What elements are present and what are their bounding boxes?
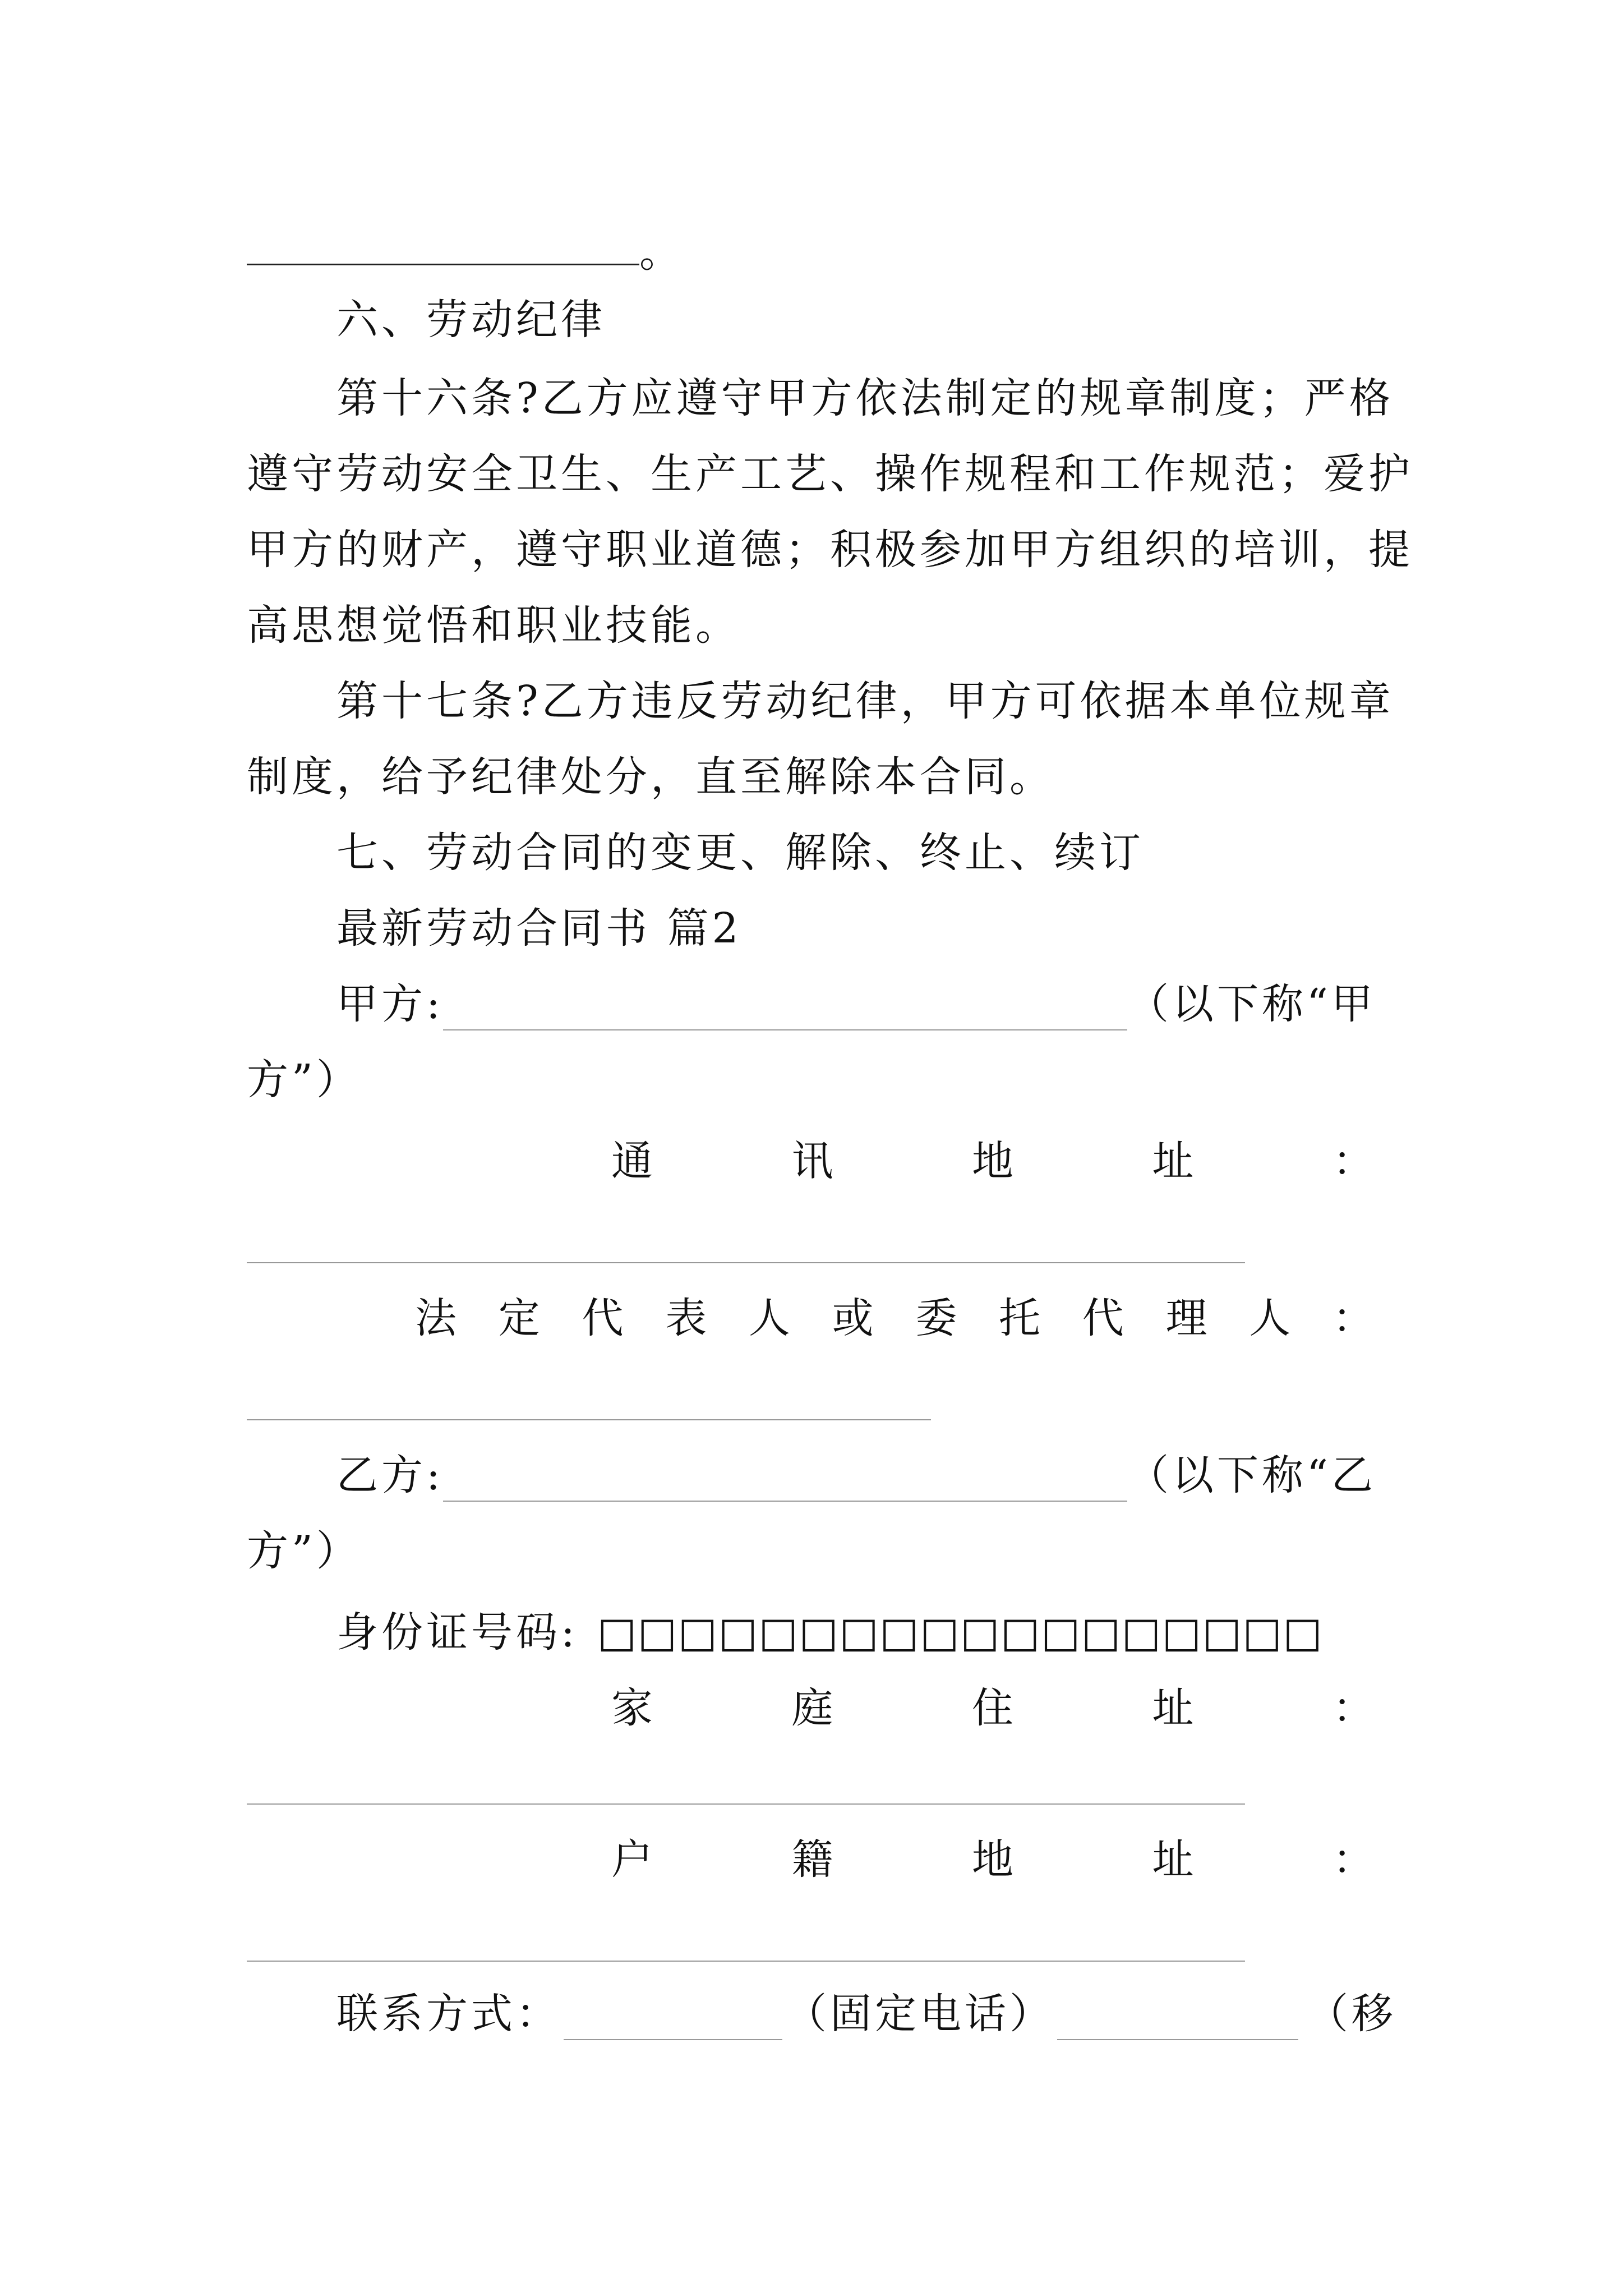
address-char: 通 — [611, 1137, 653, 1185]
home-char: 址 — [1152, 1684, 1194, 1732]
address-char: 讯 — [791, 1137, 833, 1185]
home-char: 住 — [972, 1684, 1013, 1732]
hukou-char: 籍 — [791, 1835, 833, 1884]
legal-representative-blank — [247, 1419, 931, 1420]
hukou-char: 户 — [611, 1835, 653, 1884]
top-fragment-end: 。 — [639, 228, 684, 277]
hukou-char: ： — [1332, 1835, 1374, 1884]
article16-line-1: 第十六条?乙方应遵守甲方依法制定的规章制度；严格 — [336, 374, 1394, 422]
party-a-label: 甲方: — [336, 980, 444, 1028]
id-number-label: 身份证号码: — [336, 1608, 578, 1657]
party-a-suffix-2: 方”） — [247, 1056, 361, 1104]
home-address-blank — [247, 1803, 1245, 1805]
contract2-title: 最新劳动合同书 篇2 — [336, 904, 742, 953]
party-b-label: 乙方: — [336, 1451, 444, 1499]
hukou-char: 址 — [1152, 1835, 1194, 1884]
hukou-address-label — [611, 1832, 1374, 1888]
party-b-blank — [443, 1501, 1127, 1502]
section6-heading: 六、劳动纪律 — [336, 296, 606, 344]
blank-underline-top — [247, 264, 639, 265]
hukou-address-blank — [247, 1961, 1245, 1962]
article16-line-3: 甲方的财产，遵守职业道德；积极参加甲方组织的培训，提 — [247, 526, 1413, 574]
party-a-suffix: （以下称“甲 — [1127, 980, 1376, 1028]
legal-rep-char: 表 — [665, 1294, 707, 1342]
party-b-suffix: （以下称“乙 — [1127, 1451, 1376, 1499]
legal-rep-char: 托 — [999, 1294, 1041, 1342]
address-char: 地 — [972, 1137, 1013, 1185]
home-char: ： — [1332, 1684, 1374, 1732]
legal-rep-char: 法 — [415, 1294, 457, 1342]
home-char: 家 — [611, 1684, 653, 1732]
article16-line-4: 高思想觉悟和职业技能。 — [247, 601, 740, 650]
section7-heading: 七、劳动合同的变更、解除、终止、续订 — [336, 829, 1144, 877]
legal-rep-char: 委 — [915, 1294, 957, 1342]
article17-line-1: 第十七条?乙方违反劳动纪律，甲方可依据本单位规章 — [336, 677, 1394, 725]
address-char: 址 — [1152, 1137, 1194, 1185]
legal-rep-char: ： — [1332, 1294, 1374, 1342]
contact-fixed-label: （固定电话） — [785, 1990, 1054, 2038]
legal-rep-char: 或 — [832, 1294, 874, 1342]
address-char: ： — [1332, 1137, 1374, 1185]
article16-line-2: 遵守劳动安全卫生、生产工艺、操作规程和工作规范；爱护 — [247, 450, 1413, 498]
home-char: 庭 — [791, 1684, 833, 1732]
id-number-boxes: □□□□□□□□□□□□□□□□□□ — [597, 1608, 1324, 1657]
article17-line-2: 制度，给予纪律处分，直至解除本合同。 — [247, 753, 1054, 801]
legal-representative-label — [415, 1290, 1374, 1346]
contact-mobile-label: （移 — [1307, 1990, 1396, 2038]
legal-rep-char: 代 — [582, 1294, 624, 1342]
party-a-blank — [443, 1029, 1127, 1030]
legal-rep-char: 人 — [748, 1294, 790, 1342]
legal-rep-char: 理 — [1165, 1294, 1207, 1342]
party-a-address-label — [611, 1133, 1374, 1189]
party-b-suffix-2: 方”） — [247, 1527, 361, 1575]
contact-mobile-blank — [1057, 2039, 1298, 2040]
hukou-char: 地 — [972, 1835, 1013, 1884]
legal-rep-char: 定 — [498, 1294, 540, 1342]
legal-rep-char: 代 — [1082, 1294, 1124, 1342]
contact-fixed-blank — [564, 2039, 782, 2040]
contact-label: 联系方式： — [336, 1990, 561, 2038]
legal-rep-char: 人 — [1249, 1294, 1291, 1342]
party-a-address-blank — [247, 1262, 1245, 1263]
home-address-label — [611, 1680, 1374, 1736]
